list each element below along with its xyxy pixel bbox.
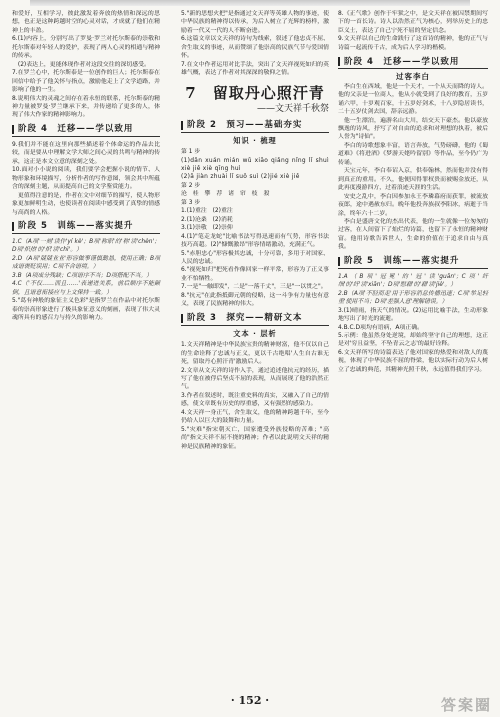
answer-paragraph: 1.C（A项'一刻'读作'yí kè'；B项'称职'的'称'读'chèn'；D项'炽热'的'炽'读'chì'。） xyxy=(12,238,160,254)
answer-paragraph: 8.《正气歌》创作于牢狱之中，是文天祥在被囚禁期间写下的一首长诗。诗人以浩然正气为核心，列举历史上的忠臣义士，表达了自己宁死不屈的坚定信念。 xyxy=(338,11,488,34)
section-subheading: 知识 · 梳理 xyxy=(233,135,277,145)
answer-paragraph: 6.(1)内容上，分别写出了罗曼·罗兰对托尔斯泰的崇敬和托尔斯泰对年轻人的爱护，表现了两人心灵的相通与精神的传承。 xyxy=(12,36,160,60)
word-answers: 沧 桂 攀 荐 诸 帘 枝 殺 xyxy=(181,191,270,198)
reading-title: 过客李白 xyxy=(396,72,430,82)
answer-paragraph: 2.B（A项'不胫而走'用于形容消息传播迅速；C项'举足轻重'使用不当；D项'差强人意'理解错误。） xyxy=(338,290,488,306)
answer-paragraph: 4.(1)"笔走龙蛇"比喻书法写得迅速而有气势，形容书法技巧高超。(2)"慷慨激昂"形容情绪激动，充满正气。 xyxy=(181,233,329,249)
step-label: 第 3 步 xyxy=(181,199,201,206)
stage-bar-icon xyxy=(181,121,183,130)
answer-paragraph: 4.B.C.D项均有语病，A项正确。 xyxy=(338,324,423,331)
answer-paragraph: 和爱好，互相学习，彼此激发着奔放的热情和深远的思想，也正是这种跨越时空的心灵对话，才成就了他们在精神上的丰盈。 xyxy=(12,11,160,34)
answer-paragraph: 3.(1)晴雨，指天气的情况。(2)运用比喻手法，生动形象地写出了时光的流逝。 xyxy=(338,307,488,323)
answer-paragraph: 10.面对小小说的阅读，我们要学会把握小说的情节、人物形象和环境描写，分析作者的写作意图，领会其中所蕴含的深刻主题，从而提高自己的文学鉴赏能力。 xyxy=(12,167,160,191)
answer-paragraph: 2.文章从文天祥的诗作入手，通过追述他抗元的经历，描写了他在被俘后坚贞不屈的表现，从而展现了他的浩然正气。 xyxy=(181,367,329,391)
column-right xyxy=(338,10,488,374)
reading-paragraph: 他一生漂泊，遍游名山大川，结交天下豪杰。他以豪放飘逸的诗风，抒写了对自由的追求和对理想的执着，被后人誉为"诗仙"。 xyxy=(338,117,488,141)
reading-paragraph: 李白生在西域，他是一个天才，一个从天而降的诗人。他的父亲是一位商人，他从小就受到了良好的教育，五岁诵六甲，十岁观百家，十五岁好剑术，十八岁隐居读书，二十五岁仗剑去国，辞亲远游。 xyxy=(338,83,488,116)
stage-heading xyxy=(338,57,488,69)
answer-paragraph: 5."赤胆忠心"形容极其忠诚，十分可靠，多用于对国家、人民的忠诚。 xyxy=(181,250,329,265)
pinyin-answers: (1)dǎn xuán mián wǔ xiāo qiǎng nǐng lǐ shuì xiè jiě xiè qīng huì xyxy=(181,157,329,172)
column-middle xyxy=(181,10,329,451)
list-item: 2.(1)沧桑 (2)消耗 xyxy=(181,216,233,223)
answer-paragraph: 8.说明伟大的灵魂之间存在着永恒的联系，托尔斯泰的精神力量被罗曼·罗兰继承下来，并传递给了更多的人，体现了伟大作家的精神影响力。 xyxy=(12,95,160,119)
answer-paragraph: 7.在罗兰心中，托尔斯泰是一位创作的巨人；托尔斯泰在回信中给予了他关怀与指点，激励他走上了文学道路，并影响了他的一生。 xyxy=(12,70,160,94)
answer-paragraph: 1.A（B项'冠冕'的'冠'读'guān'；C项'纤细'的'纤'读'xiān'；D项'慰藉'的'藉'读'jiè'。） xyxy=(338,273,488,289)
answer-paragraph: 8."抗元"在此指抵御元朝的侵略，这一斗争有力量也有意义，表现了民族精神的伟大。 xyxy=(181,292,329,308)
stage-bar-icon xyxy=(338,57,340,66)
lesson-title: 7 留取丹心照汗青 xyxy=(185,83,325,102)
step-label: 第 2 步 xyxy=(181,182,201,189)
stage-heading-label: 阶段 5 训练——落实提升 xyxy=(18,221,134,232)
reading-paragraph: 李白是盛唐文化的杰出代表，他的一生就像一位匆匆的过客，在人间留下了灿烂的诗篇，也留下了永恒的精神财富。他用诗歌告诉世人，生命的价值在于追求自由与真我。 xyxy=(338,218,488,251)
pinyin-answers: (2)ā jiàn zhuài lǐ suǒ suì (2)jié xiè jiě xyxy=(181,174,300,181)
top-band xyxy=(30,0,470,6)
answer-paragraph: 6.这篇文章以文天祥的诗句为线索，叙述了他忠贞不屈、舍生取义的事迹，从而赞颂了他崇高的民族气节与爱国情怀。 xyxy=(181,36,329,60)
answer-paragraph: 4.文天祥一身正气，舍生取义，他的精神跨越千年，至今仍给人以巨大的鼓舞和力量。 xyxy=(181,409,329,425)
answer-paragraph: 6.文天祥所写的诗篇表达了他对国家的热爱和对敌人的蔑视，体现了中华民族不屈的脊梁，他以实际行动为后人树立了忠诚的典范，其精神光照千秋，永远值得我们学习。 xyxy=(338,349,488,373)
step-label: 第 1 步 xyxy=(181,149,201,156)
answer-paragraph: 3.B（A项成分残缺；C项语序不当；D项搭配不当。） xyxy=(12,272,153,279)
reading-paragraph: 安史之乱中，李白因参加永王李璘幕府而获罪，被流放夜郎，途中遇赦东归。晚年他投奔族叔李阳冰，病逝于当涂，终年六十二岁。 xyxy=(338,193,488,217)
watermark-logo: 答案圈 xyxy=(440,695,492,714)
answer-paragraph: 5.示例：他虽然身处逆境，却始终坚守自己的理想，这正是对'穷且益坚，不坠青云之志'的最好诠释。 xyxy=(338,332,488,348)
answer-paragraph: 9.文天祥以自己的生命践行了这首诗的精神，他的正气与诗篇一起流传千古，成为后人学习的楷模。 xyxy=(338,36,488,51)
answer-paragraph: 5."新的思想火把"是指通过文天祥等英雄人物的事迹，使中华民族的精神得以传承，为后人树立了光辉的榜样，激励着一代又一代的人不断奋进。 xyxy=(181,11,329,34)
page-number: · 152 · xyxy=(230,694,270,707)
column-left xyxy=(12,10,160,323)
answer-paragraph: 4.C（'不仅……而且……'表递进关系，前后顺序不能颠倒，且语意衔接应与上文保持一致。） xyxy=(12,281,160,296)
stage-heading-label: 阶段 4 迁移——学以致用 xyxy=(344,56,460,67)
list-item: 1.(1)重注 (2)重注 xyxy=(181,208,233,215)
section-subheading: 文本 · 层析 xyxy=(233,328,277,338)
stage-heading-label: 阶段 4 迁移——学以致用 xyxy=(18,124,134,135)
stage-heading-label: 阶段 5 训练——落实提升 xyxy=(344,256,460,267)
answer-paragraph: 1.文天祥精神是中华民族宝贵的精神财富，他不仅以自己的生命诠释了忠诚与正义，更以千古绝唱'人生自古谁无死，留取丹心照汗青'激励后人。 xyxy=(181,342,329,366)
stage-heading xyxy=(338,257,488,269)
stage-bar-icon xyxy=(12,125,14,134)
reading-paragraph: 李白的诗歌想象丰富，语言奔放，气势磅礴，他的《蜀道难》《将进酒》《梦游天姥吟留别》等作品，至今仍广为传诵。 xyxy=(338,142,488,166)
lesson-subtitle: ——文天祥千秋祭 xyxy=(256,103,329,114)
stage-bar-icon xyxy=(338,257,340,266)
stage-heading xyxy=(181,121,329,133)
stage-bar-icon xyxy=(181,314,183,323)
answer-paragraph: 7.一是"一触即发"，二是"一落千丈"，三是"一以贯之"。 xyxy=(181,284,327,291)
answer-paragraph: 5."灾难"指宋朝灭亡，国家遭受外族侵略的苦难；"高尚"指文天祥不屈不挠的精神；作者以此说明文天祥的精神是民族精神的象征。 xyxy=(181,426,329,450)
stage-heading xyxy=(12,125,160,137)
stage-heading xyxy=(12,222,160,234)
stage-heading-label: 阶段 3 探究——精研文本 xyxy=(187,312,303,323)
answer-paragraph: 5."葛有神般的象征主义色彩"是指罗兰在作品中对托尔斯泰的崇高形象进行了极具象征意义的刻画，表现了伟大灵魂所具有的感召力与持久的影响力。 xyxy=(12,298,160,322)
stage-bar-icon xyxy=(12,222,14,231)
answer-paragraph: (2)表达上，更能体现作者对这段交往的深切感受。 xyxy=(17,61,150,68)
answer-paragraph: 2.D（A项'兢兢业业'形容做事谨慎勤恳，使用正确；B项成语褒贬误用；C项不合语境。） xyxy=(12,255,160,271)
answer-paragraph: 更值得注意的是，作者在文中对细节的描写，使人物形象更加鲜明生动，也使读者在阅读中感受到了真挚的情感与高尚的人格。 xyxy=(12,192,160,216)
answer-paragraph: 9.我们并不能在这里向那些描述着个体命运的作品去比较，而是要从中理解文学大师之间心灵的共鸣与精神的传承，这正是本文立意的深刻之处。 xyxy=(12,141,160,165)
answer-paragraph: 3.作者在叙述时，既注重史料的真实，又融入了自己的情感，使文章既有历史的厚重感，又有强烈的感染力。 xyxy=(181,392,329,408)
answer-paragraph: 6."视死如归"把死看作像回家一样平常，形容为了正义事业不怕牺牲。 xyxy=(181,267,329,282)
stage-heading-label: 阶段 2 预习——基础夯实 xyxy=(187,119,303,130)
list-item: 3.(1)崇敬 (2)崇仰 xyxy=(181,225,233,232)
stage-heading xyxy=(181,314,329,326)
answer-paragraph: 7.在文中作者运用对比手法，突出了文天祥视死如归的英雄气概，表达了作者对其深深的敬仰之情。 xyxy=(181,61,329,77)
reading-paragraph: 天宝元年，李白奉诏入京，供奉翰林，然而他并没有得到真正的重用。不久，他便因得罪权贵而被赐金放还，从此再度漫游四方，过着浪迹天涯的生活。 xyxy=(338,168,488,192)
